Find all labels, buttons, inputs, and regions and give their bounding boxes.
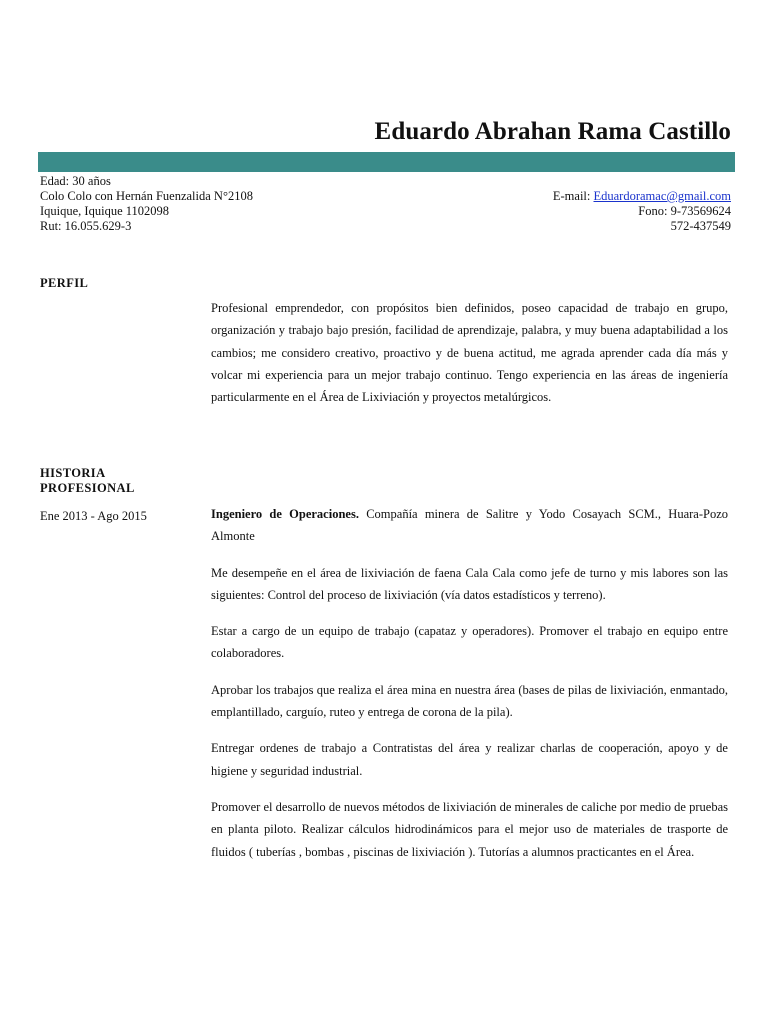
phone-line: Fono: 9-73569624	[638, 204, 731, 218]
contact-details-right	[553, 189, 731, 234]
perfil-heading: PERFIL	[40, 276, 89, 290]
job-role: Ingeniero de Operaciones.	[211, 507, 359, 521]
header-accent-bar	[38, 152, 735, 172]
city-line: Iquique, Iquique 1102098	[40, 204, 170, 218]
historia-heading: HISTORIA PROFESIONAL	[40, 466, 135, 495]
perfil-text: Profesional emprendedor, con propósitos bien definidos, poseo capacidad de trabajo en grupo, organización y trabajo bajo presión, facilidad de aprendizaje, palabra, y muy buena adaptabilidad a los cambios; me considero creativo, proactivo y de buena actitud, me agrada aprender cada día más y volcar mi experiencia para un mejor trabajo continuo. Tengo experiencia en las áreas de ingeniería particularmente en el Área de Lixiviación y proyectos metalúrgicos.	[211, 301, 728, 405]
job-company: Compañía minera de Salitre y Yodo Cosayach SCM., Huara-Pozo Almonte	[211, 507, 728, 544]
job-paragraph: Promover el desarrollo de nuevos métodos de lixiviación de minerales de caliche por medio de pruebas en planta piloto. Realizar cálculos hidrodinámicos para el mejor uso de materiales de trasporte de fluidos ( tuberías , bombas , piscinas de lixiviación ). Tutorías a alumnos practicantes en el Área.	[211, 799, 728, 859]
email-line	[553, 189, 731, 204]
job-paragraph: Entregar ordenes de trabajo a Contratistas del área y realizar charlas de cooperación, apoyo y de higiene y seguridad industrial.	[211, 741, 728, 778]
job-header	[211, 503, 728, 548]
candidate-name: Eduardo Abrahan Rama Castillo	[374, 118, 731, 145]
job-paragraph: Estar a cargo de un equipo de trabajo (capataz y operadores). Promover el trabajo en equipo entre colaboradores.	[211, 624, 728, 661]
job-paragraph: Aprobar los trabajos que realiza el área mina en nuestra área (bases de pilas de lixiviación, enmantado, emplantillado, carguío, ruteo y entrega de corona de la pila).	[211, 682, 728, 720]
job-entry	[211, 503, 728, 877]
rut-line: Rut: 16.055.629-3	[40, 219, 132, 233]
phone2-line: 572-437549	[670, 219, 731, 233]
age-line: Edad: 30 años	[40, 174, 111, 188]
contact-details-left	[40, 174, 253, 234]
email-link[interactable]: Eduardoramac@gmail.com	[593, 189, 731, 203]
job-paragraph: Me desempeñe en el área de lixiviación de faena Cala Cala como jefe de turno y mis labores son las siguientes: Control del proceso de lixiviación (vía datos estadísticos y terreno).	[211, 565, 728, 602]
address-line: Colo Colo con Hernán Fuenzalida N°2108	[40, 189, 253, 203]
email-label: E-mail:	[552, 189, 594, 203]
job-dates: Ene 2013 - Ago 2015	[40, 509, 147, 523]
